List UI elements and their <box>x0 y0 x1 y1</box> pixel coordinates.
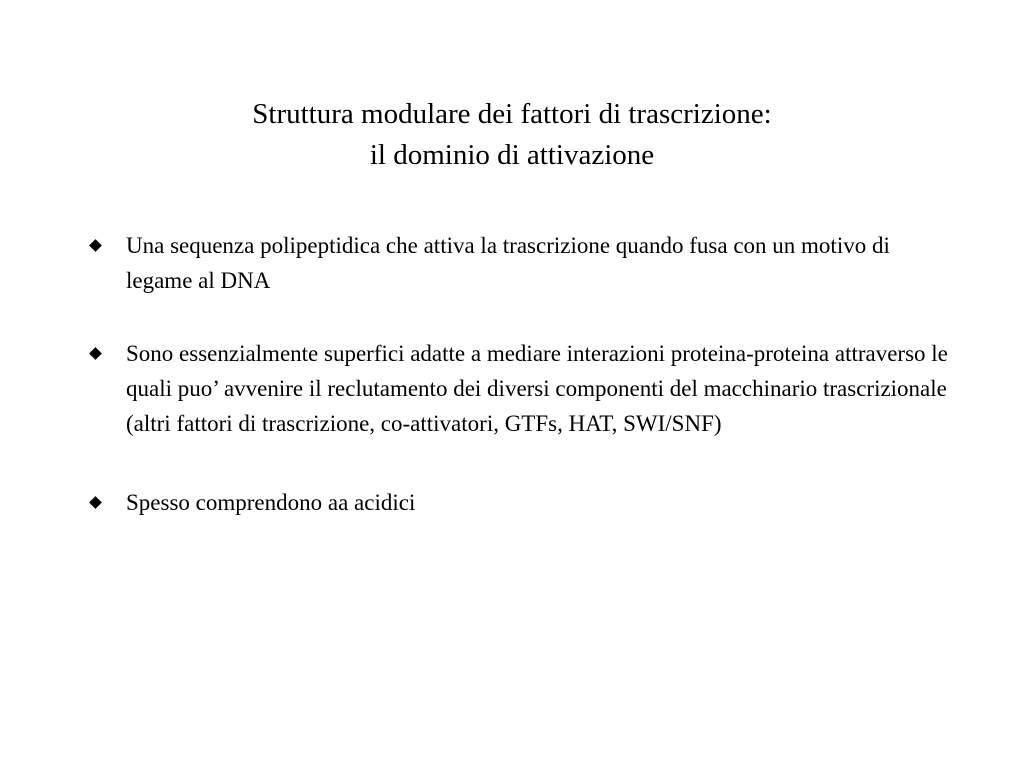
title-line-1: Struttura modulare dei fattori di trascrizione: <box>252 98 772 130</box>
diamond-bullet-icon <box>89 496 102 509</box>
bullet-list <box>88 228 948 520</box>
bullet-text: Spesso comprendono aa acidici <box>126 490 416 515</box>
title-line-2: il dominio di attivazione <box>369 139 655 171</box>
slide-title <box>0 94 1024 176</box>
diamond-bullet-icon <box>89 347 102 360</box>
bullet-text: Una sequenza polipeptidica che attiva la trascrizione quando fusa con un motivo di legame al DNA <box>126 233 890 293</box>
bullet-text: Sono essenzialmente superfici adatte a mediare interazioni proteina-proteina attraverso le quali puo’ avvenire il reclutamento dei diversi componenti del macchinario trascrizionale (altri fattori di trascrizione, co-attivatori, GTFs, HAT, SWI/SNF) <box>126 341 948 436</box>
bullet-item-2 <box>88 336 948 441</box>
bullet-item-1 <box>88 228 948 298</box>
diamond-bullet-icon <box>89 239 102 252</box>
bullet-item-3 <box>88 485 948 520</box>
